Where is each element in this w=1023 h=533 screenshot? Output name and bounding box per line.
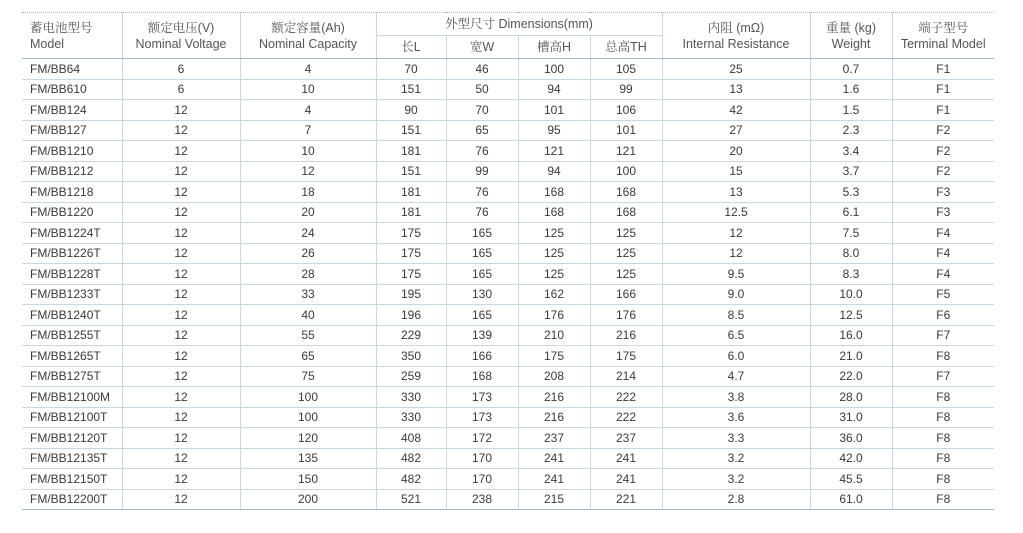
model-cell: FM/BB1224T — [22, 223, 122, 244]
resistance-cell: 15 — [662, 161, 810, 182]
terminal-cell: F8 — [892, 469, 994, 490]
total-height-cell: 221 — [590, 489, 662, 510]
length-cell: 175 — [376, 223, 446, 244]
terminal-cell: F1 — [892, 59, 994, 80]
height-cell: 215 — [518, 489, 590, 510]
table-row — [22, 59, 994, 80]
battery-spec-table-container — [22, 12, 994, 510]
col-header-model-zh: 蓄电池型号 — [30, 20, 93, 35]
capacity-cell: 33 — [240, 284, 376, 305]
height-cell: 125 — [518, 243, 590, 264]
length-cell: 151 — [376, 120, 446, 141]
width-cell: 70 — [446, 100, 518, 121]
weight-cell: 42.0 — [810, 448, 892, 469]
col-header-resistance-en: Internal Resistance — [682, 36, 790, 51]
voltage-cell: 12 — [122, 243, 240, 264]
weight-cell: 21.0 — [810, 346, 892, 367]
capacity-cell: 26 — [240, 243, 376, 264]
col-header-terminal-en: Terminal Model — [900, 36, 986, 51]
voltage-cell: 12 — [122, 428, 240, 449]
table-row — [22, 79, 994, 100]
capacity-cell: 200 — [240, 489, 376, 510]
weight-cell: 7.5 — [810, 223, 892, 244]
length-cell: 330 — [376, 407, 446, 428]
voltage-cell: 12 — [122, 346, 240, 367]
capacity-cell: 7 — [240, 120, 376, 141]
resistance-cell: 3.8 — [662, 387, 810, 408]
model-cell: FM/BB1212 — [22, 161, 122, 182]
height-cell: 168 — [518, 182, 590, 203]
terminal-cell: F3 — [892, 202, 994, 223]
width-cell: 170 — [446, 469, 518, 490]
weight-cell: 5.3 — [810, 182, 892, 203]
col-header-height: 槽高H — [518, 36, 590, 59]
col-header-total-height: 总高TH — [590, 36, 662, 59]
resistance-cell: 9.5 — [662, 264, 810, 285]
model-cell: FM/BB1265T — [22, 346, 122, 367]
terminal-cell: F7 — [892, 366, 994, 387]
resistance-cell: 27 — [662, 120, 810, 141]
terminal-cell: F8 — [892, 448, 994, 469]
total-height-cell: 241 — [590, 448, 662, 469]
width-cell: 76 — [446, 182, 518, 203]
length-cell: 181 — [376, 182, 446, 203]
col-header-length: 长L — [376, 36, 446, 59]
height-cell: 94 — [518, 79, 590, 100]
terminal-cell: F8 — [892, 489, 994, 510]
terminal-cell: F2 — [892, 120, 994, 141]
model-cell: FM/BB12150T — [22, 469, 122, 490]
total-height-cell: 125 — [590, 264, 662, 285]
width-cell: 172 — [446, 428, 518, 449]
capacity-cell: 10 — [240, 141, 376, 162]
model-cell: FM/BB127 — [22, 120, 122, 141]
table-row — [22, 407, 994, 428]
table-row — [22, 223, 994, 244]
height-cell: 94 — [518, 161, 590, 182]
length-cell: 175 — [376, 264, 446, 285]
voltage-cell: 12 — [122, 387, 240, 408]
terminal-cell: F2 — [892, 141, 994, 162]
resistance-cell: 20 — [662, 141, 810, 162]
weight-cell: 10.0 — [810, 284, 892, 305]
capacity-cell: 18 — [240, 182, 376, 203]
weight-cell: 22.0 — [810, 366, 892, 387]
terminal-cell: F4 — [892, 264, 994, 285]
height-cell: 168 — [518, 202, 590, 223]
total-height-cell: 222 — [590, 387, 662, 408]
resistance-cell: 12 — [662, 223, 810, 244]
total-height-cell: 176 — [590, 305, 662, 326]
capacity-cell: 10 — [240, 79, 376, 100]
resistance-cell: 6.5 — [662, 325, 810, 346]
height-cell: 95 — [518, 120, 590, 141]
capacity-cell: 135 — [240, 448, 376, 469]
voltage-cell: 12 — [122, 141, 240, 162]
col-header-capacity — [240, 13, 376, 59]
length-cell: 196 — [376, 305, 446, 326]
col-header-terminal-zh: 端子型号 — [918, 20, 969, 35]
terminal-cell: F1 — [892, 79, 994, 100]
terminal-cell: F2 — [892, 161, 994, 182]
capacity-cell: 4 — [240, 59, 376, 80]
weight-cell: 8.3 — [810, 264, 892, 285]
weight-cell: 1.5 — [810, 100, 892, 121]
length-cell: 330 — [376, 387, 446, 408]
total-height-cell: 105 — [590, 59, 662, 80]
model-cell: FM/BB1275T — [22, 366, 122, 387]
length-cell: 350 — [376, 346, 446, 367]
terminal-cell: F4 — [892, 243, 994, 264]
width-cell: 46 — [446, 59, 518, 80]
model-cell: FM/BB1218 — [22, 182, 122, 203]
width-cell: 165 — [446, 243, 518, 264]
length-cell: 70 — [376, 59, 446, 80]
voltage-cell: 6 — [122, 79, 240, 100]
length-cell: 195 — [376, 284, 446, 305]
height-cell: 125 — [518, 264, 590, 285]
voltage-cell: 12 — [122, 489, 240, 510]
length-cell: 181 — [376, 202, 446, 223]
total-height-cell: 175 — [590, 346, 662, 367]
height-cell: 121 — [518, 141, 590, 162]
weight-cell: 8.0 — [810, 243, 892, 264]
resistance-cell: 3.6 — [662, 407, 810, 428]
voltage-cell: 6 — [122, 59, 240, 80]
model-cell: FM/BB1226T — [22, 243, 122, 264]
capacity-cell: 20 — [240, 202, 376, 223]
voltage-cell: 12 — [122, 100, 240, 121]
resistance-cell: 9.0 — [662, 284, 810, 305]
weight-cell: 61.0 — [810, 489, 892, 510]
col-header-dimensions: 外型尺寸 Dimensions(mm) — [376, 13, 662, 36]
table-row — [22, 141, 994, 162]
capacity-cell: 4 — [240, 100, 376, 121]
weight-cell: 45.5 — [810, 469, 892, 490]
width-cell: 168 — [446, 366, 518, 387]
model-cell: FM/BB124 — [22, 100, 122, 121]
total-height-cell: 106 — [590, 100, 662, 121]
capacity-cell: 100 — [240, 407, 376, 428]
terminal-cell: F5 — [892, 284, 994, 305]
table-row — [22, 264, 994, 285]
table-row — [22, 305, 994, 326]
total-height-cell: 166 — [590, 284, 662, 305]
total-height-cell: 121 — [590, 141, 662, 162]
col-header-width: 宽W — [446, 36, 518, 59]
width-cell: 173 — [446, 407, 518, 428]
voltage-cell: 12 — [122, 182, 240, 203]
width-cell: 65 — [446, 120, 518, 141]
table-row — [22, 469, 994, 490]
col-header-capacity-zh: 额定容量(Ah) — [271, 20, 345, 35]
table-row — [22, 387, 994, 408]
total-height-cell: 101 — [590, 120, 662, 141]
capacity-cell: 55 — [240, 325, 376, 346]
capacity-cell: 12 — [240, 161, 376, 182]
terminal-cell: F3 — [892, 182, 994, 203]
height-cell: 100 — [518, 59, 590, 80]
terminal-cell: F8 — [892, 387, 994, 408]
table-row — [22, 325, 994, 346]
capacity-cell: 150 — [240, 469, 376, 490]
length-cell: 151 — [376, 79, 446, 100]
voltage-cell: 12 — [122, 469, 240, 490]
width-cell: 76 — [446, 141, 518, 162]
col-header-resistance-zh: 内阻 (mΩ) — [707, 20, 765, 35]
height-cell: 237 — [518, 428, 590, 449]
terminal-cell: F8 — [892, 346, 994, 367]
voltage-cell: 12 — [122, 325, 240, 346]
table-row — [22, 489, 994, 510]
weight-cell: 3.7 — [810, 161, 892, 182]
col-header-weight-zh: 重量 (kg) — [825, 20, 876, 35]
total-height-cell: 168 — [590, 202, 662, 223]
height-cell: 241 — [518, 448, 590, 469]
capacity-cell: 24 — [240, 223, 376, 244]
width-cell: 165 — [446, 223, 518, 244]
voltage-cell: 12 — [122, 407, 240, 428]
total-height-cell: 100 — [590, 161, 662, 182]
voltage-cell: 12 — [122, 305, 240, 326]
col-header-capacity-en: Nominal Capacity — [259, 36, 357, 51]
total-height-cell: 168 — [590, 182, 662, 203]
voltage-cell: 12 — [122, 366, 240, 387]
resistance-cell: 13 — [662, 182, 810, 203]
weight-cell: 1.6 — [810, 79, 892, 100]
resistance-cell: 2.8 — [662, 489, 810, 510]
weight-cell: 12.5 — [810, 305, 892, 326]
model-cell: FM/BB1228T — [22, 264, 122, 285]
width-cell: 173 — [446, 387, 518, 408]
width-cell: 238 — [446, 489, 518, 510]
total-height-cell: 222 — [590, 407, 662, 428]
width-cell: 50 — [446, 79, 518, 100]
table-row — [22, 346, 994, 367]
table-row — [22, 243, 994, 264]
width-cell: 165 — [446, 264, 518, 285]
table-row — [22, 182, 994, 203]
table-row — [22, 284, 994, 305]
length-cell: 175 — [376, 243, 446, 264]
resistance-cell: 4.7 — [662, 366, 810, 387]
weight-cell: 31.0 — [810, 407, 892, 428]
table-row — [22, 428, 994, 449]
col-header-voltage-en: Nominal Voltage — [135, 36, 227, 51]
length-cell: 259 — [376, 366, 446, 387]
model-cell: FM/BB12135T — [22, 448, 122, 469]
length-cell: 408 — [376, 428, 446, 449]
resistance-cell: 3.2 — [662, 448, 810, 469]
col-header-voltage — [122, 13, 240, 59]
capacity-cell: 75 — [240, 366, 376, 387]
weight-cell: 2.3 — [810, 120, 892, 141]
weight-cell: 16.0 — [810, 325, 892, 346]
weight-cell: 28.0 — [810, 387, 892, 408]
height-cell: 210 — [518, 325, 590, 346]
voltage-cell: 12 — [122, 264, 240, 285]
voltage-cell: 12 — [122, 223, 240, 244]
capacity-cell: 120 — [240, 428, 376, 449]
height-cell: 162 — [518, 284, 590, 305]
voltage-cell: 12 — [122, 202, 240, 223]
resistance-cell: 13 — [662, 79, 810, 100]
capacity-cell: 100 — [240, 387, 376, 408]
table-row — [22, 120, 994, 141]
height-cell: 241 — [518, 469, 590, 490]
width-cell: 130 — [446, 284, 518, 305]
model-cell: FM/BB1220 — [22, 202, 122, 223]
model-cell: FM/BB12200T — [22, 489, 122, 510]
weight-cell: 3.4 — [810, 141, 892, 162]
model-cell: FM/BB1255T — [22, 325, 122, 346]
height-cell: 125 — [518, 223, 590, 244]
resistance-cell: 8.5 — [662, 305, 810, 326]
length-cell: 521 — [376, 489, 446, 510]
length-cell: 181 — [376, 141, 446, 162]
col-header-voltage-zh: 额定电压(V) — [147, 20, 215, 35]
height-cell: 175 — [518, 346, 590, 367]
length-cell: 90 — [376, 100, 446, 121]
battery-spec-table — [22, 12, 994, 510]
capacity-cell: 28 — [240, 264, 376, 285]
col-header-terminal — [892, 13, 994, 59]
table-body — [22, 59, 994, 510]
capacity-cell: 40 — [240, 305, 376, 326]
height-cell: 208 — [518, 366, 590, 387]
resistance-cell: 12.5 — [662, 202, 810, 223]
length-cell: 151 — [376, 161, 446, 182]
col-header-weight — [810, 13, 892, 59]
voltage-cell: 12 — [122, 448, 240, 469]
table-row — [22, 366, 994, 387]
table-row — [22, 161, 994, 182]
table-row — [22, 448, 994, 469]
col-header-model-en: Model — [30, 36, 65, 51]
model-cell: FM/BB12120T — [22, 428, 122, 449]
voltage-cell: 12 — [122, 161, 240, 182]
weight-cell: 36.0 — [810, 428, 892, 449]
total-height-cell: 241 — [590, 469, 662, 490]
terminal-cell: F6 — [892, 305, 994, 326]
length-cell: 482 — [376, 469, 446, 490]
model-cell: FM/BB12100M — [22, 387, 122, 408]
model-cell: FM/BB64 — [22, 59, 122, 80]
total-height-cell: 125 — [590, 223, 662, 244]
length-cell: 482 — [376, 448, 446, 469]
total-height-cell: 214 — [590, 366, 662, 387]
voltage-cell: 12 — [122, 120, 240, 141]
col-header-resistance — [662, 13, 810, 59]
resistance-cell: 25 — [662, 59, 810, 80]
width-cell: 166 — [446, 346, 518, 367]
length-cell: 229 — [376, 325, 446, 346]
resistance-cell: 6.0 — [662, 346, 810, 367]
width-cell: 99 — [446, 161, 518, 182]
model-cell: FM/BB1240T — [22, 305, 122, 326]
total-height-cell: 125 — [590, 243, 662, 264]
terminal-cell: F1 — [892, 100, 994, 121]
height-cell: 216 — [518, 407, 590, 428]
resistance-cell: 42 — [662, 100, 810, 121]
total-height-cell: 99 — [590, 79, 662, 100]
terminal-cell: F4 — [892, 223, 994, 244]
width-cell: 170 — [446, 448, 518, 469]
height-cell: 101 — [518, 100, 590, 121]
model-cell: FM/BB1210 — [22, 141, 122, 162]
resistance-cell: 12 — [662, 243, 810, 264]
height-cell: 216 — [518, 387, 590, 408]
weight-cell: 0.7 — [810, 59, 892, 80]
table-row — [22, 100, 994, 121]
col-header-model — [22, 13, 122, 59]
table-row — [22, 202, 994, 223]
height-cell: 176 — [518, 305, 590, 326]
total-height-cell: 237 — [590, 428, 662, 449]
terminal-cell: F7 — [892, 325, 994, 346]
model-cell: FM/BB12100T — [22, 407, 122, 428]
terminal-cell: F8 — [892, 428, 994, 449]
voltage-cell: 12 — [122, 284, 240, 305]
model-cell: FM/BB610 — [22, 79, 122, 100]
resistance-cell: 3.3 — [662, 428, 810, 449]
model-cell: FM/BB1233T — [22, 284, 122, 305]
width-cell: 139 — [446, 325, 518, 346]
resistance-cell: 3.2 — [662, 469, 810, 490]
weight-cell: 6.1 — [810, 202, 892, 223]
table-header — [22, 13, 994, 59]
width-cell: 76 — [446, 202, 518, 223]
terminal-cell: F8 — [892, 407, 994, 428]
total-height-cell: 216 — [590, 325, 662, 346]
col-header-weight-en: Weight — [831, 36, 871, 51]
width-cell: 165 — [446, 305, 518, 326]
capacity-cell: 65 — [240, 346, 376, 367]
